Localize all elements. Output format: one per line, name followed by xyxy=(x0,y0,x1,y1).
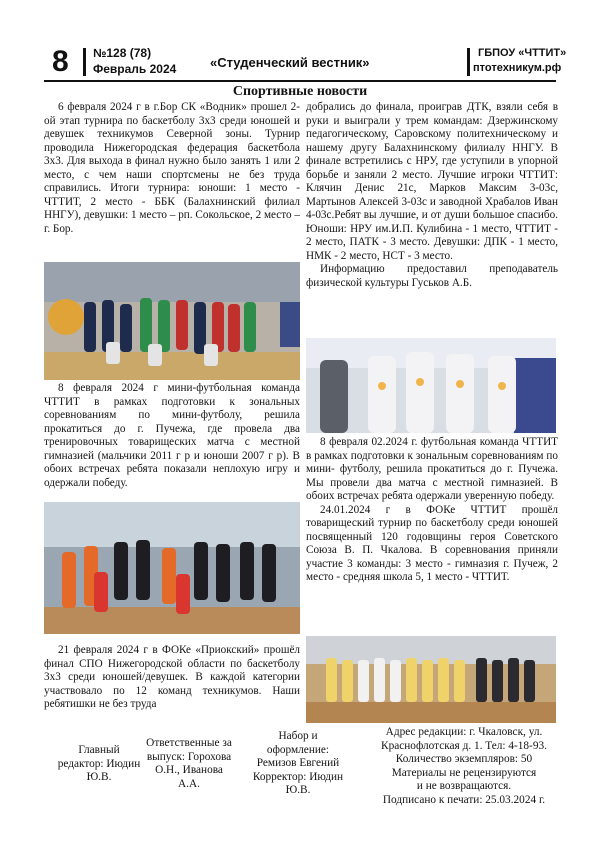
article-paragraph: добрались до финала, проиграв ДТК, взяли себя в руки и выиграли у трем командам: Дзержинскому педагогическому, Саровскому политехническому и нашему другу Балахнинскому филиалу ННГУ. В финале встретились с НРУ, где уступили в упорной борьбе и заняли 2 место. Лучшие игроки ЧТТИТ: Клячин Денис 21с, Марков Максим 3-03с, Мартынов Алексей 3-03с и заводной Храбалов Иван 4-03с.Ребят вы лучшие, и от души большое спасибо. Юноши: НРУ им.И.П. Кулибина - 1 место, ЧТТИТ - 2 место, ПАТК - 3 место. Девушки: ДПК - 1 место, НМК - 2 место, НСТ - 3 место. xyxy=(306,101,558,262)
article-author: Информацию предоставил преподаватель физической культуры Гуськов А.Б. xyxy=(306,263,558,289)
masthead-rule xyxy=(44,80,556,82)
article-paragraph: 24.01.2024 г в ФОКе ЧТТИТ прошёл товарищеский турнир по баскетболу среди юношей посвященный 120 годовщины героя Советского Союза В. П. Чкалова. В соревнования приняли участие 3 команды: 3 место - гимназия г. Пучеж, 2 место - средняя школа 5, 1 место - ЧТТИТ. xyxy=(306,503,558,583)
imprint-address: Адрес редакции: г. Чкаловск, ул. Краснофлотская д. 1. Тел: 4-18-93. xyxy=(381,726,547,752)
imprint-typesetting xyxy=(246,730,350,798)
article-borsk-text xyxy=(44,101,300,236)
newspaper-title: «Студенческий вестник» xyxy=(210,55,370,70)
photo-image xyxy=(44,502,300,634)
photo-image xyxy=(306,338,556,433)
page-number: 8 xyxy=(52,45,69,78)
imprint-responsible: Ответственные за выпуск: Горохова О.Н., Иванова А.А. xyxy=(146,737,232,790)
photo-image xyxy=(306,636,556,723)
article-final-continued xyxy=(306,101,558,290)
article-football-second xyxy=(306,436,558,585)
imprint-copies: Количество экземпляров: 50 xyxy=(395,753,533,765)
article-paragraph: 21 февраля 2024 г в ФОКе «Приокский» прошёл финал СПО Нижегородской области по баскетболу 3х3 среди юношей/девушек. В каждой категории участвовало по 12 команд техникумов. Наши ребятишки не без труда xyxy=(44,644,300,710)
photo-award-ceremony xyxy=(306,338,556,433)
photo-basketball-tournament xyxy=(306,636,556,723)
photo-image xyxy=(44,262,300,380)
masthead-divider xyxy=(83,48,86,76)
section-title: Спортивные новости xyxy=(232,84,368,99)
article-paragraph: 8 февраля 02.2024 г. футбольная команда ЧТТИТ в рамках подготовки к зональным соревнованиям по мини- футболу, решила прокатиться до г. Пучежа. Мы провели два матча с местной гимназией. В обоих встречах ребята одержали уверенную победу. xyxy=(306,436,558,502)
article-paragraph: 6 февраля 2024 г в г.Бор СК «Водник» прошел 2-ой этап турнира по баскетболу 3х3 среди юношей и девушек техникумов Северной зоны. Турнир проводила Нижегородская федерация баскетбола 3х3. Для выхода в финал нужно было занять 1 или 2 место, с чем наши спортсмены не без труда справились. Итоги турнира: юноши: 1 место - ЧТТИТ, 2 место - ББК (Балахнинский филиал ННГУ), девушки: 1 место – рп. Сокольское, 2 место – г. Бор. xyxy=(44,101,300,235)
imprint-typesetting-text: Набор и оформление: Ремизов Евгений xyxy=(256,730,340,769)
article-paragraph: 8 февраля 2024 г мини-футбольная команда ЧТТИТ в рамках подготовки к зональных соревнованиям по мини-футболу, решила прокатиться до г. Пучежа, где провела два тренировочных товарищеских матча с местной гимназией (мальчики 2011 г р и юноши 2007 г р). В обоих встречах ребята показали неплохую игру и одержали победу. xyxy=(44,382,300,489)
website: птотехникум.рф xyxy=(473,62,562,74)
imprint-editor: Главный редактор: Июдин Ю.В. xyxy=(57,744,141,783)
article-football-text xyxy=(44,382,300,490)
imprint-note: и не возвращаются. xyxy=(416,780,512,792)
article-final-text xyxy=(44,644,300,712)
imprint-publisher xyxy=(364,726,564,807)
photo-basketball-team xyxy=(44,262,300,380)
masthead-divider xyxy=(467,48,470,76)
issue-date: Февраль 2024 xyxy=(93,62,177,76)
imprint-signed: Подписано к печати: 25.03.2024 г. xyxy=(382,793,546,806)
imprint-note: Материалы не рецензируются xyxy=(391,766,537,779)
photo-football-team xyxy=(44,502,300,634)
imprint-corrector: Корректор: Июдин Ю.В. xyxy=(252,770,344,796)
organization-name: ГБПОУ «ЧТТИТ» xyxy=(478,47,567,59)
issue-number: №128 (78) xyxy=(93,46,152,60)
